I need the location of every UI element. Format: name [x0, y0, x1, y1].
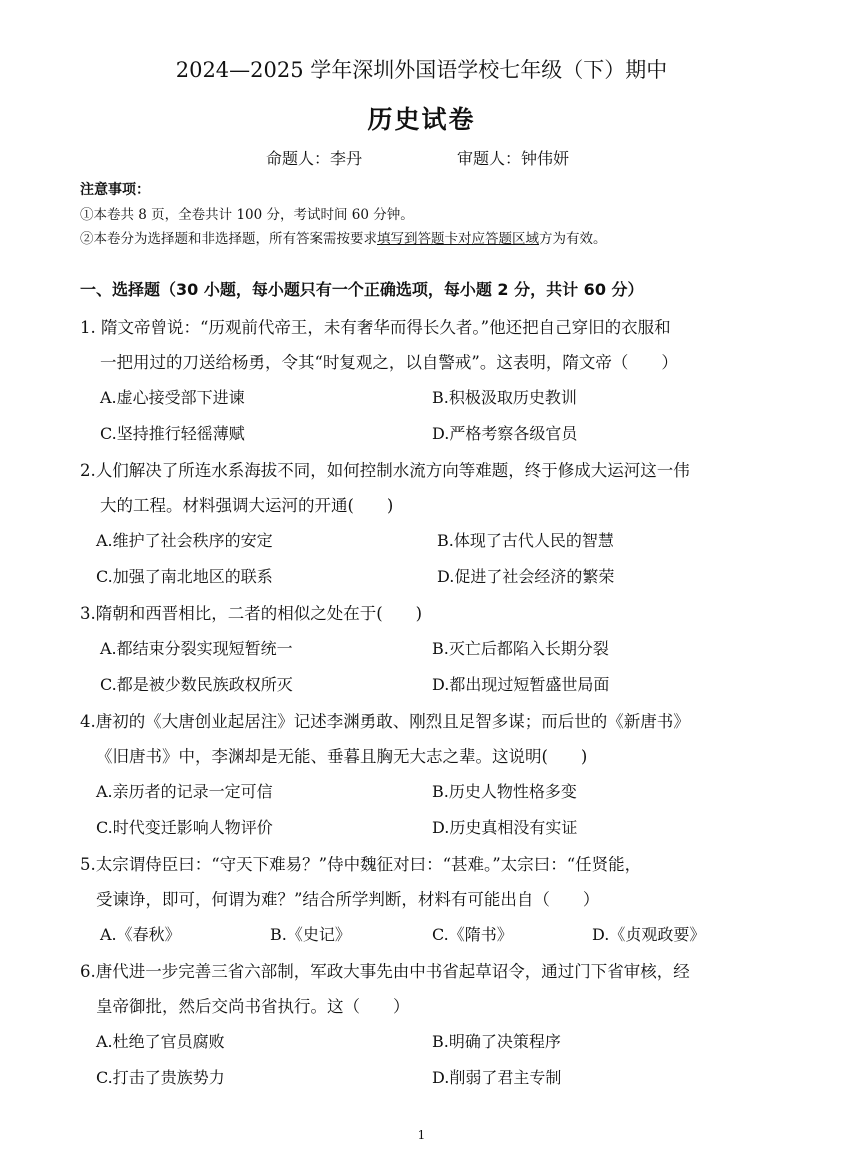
setter-name: 命题人：李丹 [266, 149, 363, 168]
question-5-option-a: A.《春秋》 [100, 925, 181, 944]
question-4-option-c: C.时代变迁影响人物评价 [96, 818, 273, 837]
question-5-option-b: B.《史记》 [270, 925, 351, 944]
exam-subtitle: 历史试卷 [367, 105, 476, 134]
question-1-line-1: 1. 隋文帝曾说：“历观前代帝王，未有奢华而得长久者。”他还把自己穿旧的衣服和 [80, 318, 671, 337]
notice-line-2-post: 方为有效。 [539, 231, 607, 247]
notice-line-2-pre: ②本卷分为选择题和非选择题，所有答案需按要求 [80, 231, 377, 247]
question-5-line-1: 5.太宗谓侍臣曰：“守天下难易？”侍中魏征对曰：“甚难。”太宗曰：“任贤能， [80, 855, 642, 874]
question-5-option-c: C.《隋书》 [432, 925, 513, 944]
question-1-option-c: C.坚持推行轻徭薄赋 [100, 424, 245, 443]
question-5-line-2: 受谏诤，即可，何谓为难？”结合所学判断，材料有可能出自（ ） [96, 890, 600, 909]
section-title-choice: 一、选择题（30 小题，每小题只有一个正确选项，每小题 2 分，共计 60 分） [80, 280, 644, 299]
question-3-option-c: C.都是被少数民族政权所灭 [100, 675, 293, 694]
question-2-option-d: D.促进了社会经济的繁荣 [437, 567, 615, 586]
question-1-option-b: B.积极汲取历史教训 [432, 388, 577, 407]
question-3-line-1: 3.隋朝和西晋相比，二者的相似之处在于( ) [80, 604, 423, 623]
question-3-option-d: D.都出现过短暂盛世局面 [432, 675, 610, 694]
question-6-option-c: C.打击了贵族势力 [96, 1068, 225, 1087]
reviewer-name: 审题人：钟伟妍 [457, 149, 570, 168]
question-4-line-1: 4.唐初的《大唐创业起居注》记述李渊勇敢、刚烈且足智多谋；而后世的《新唐书》 [80, 712, 690, 731]
question-2-line-2: 大的工程。材料强调大运河的开通( ) [100, 496, 394, 515]
question-2-line-1: 2.人们解决了所连水系海拔不同，如何控制水流方向等难题，终于修成大运河这一伟 [80, 461, 690, 480]
page-number: 1 [417, 1128, 426, 1142]
question-2-option-c: C.加强了南北地区的联系 [96, 567, 273, 586]
notice-line-2 [80, 227, 607, 247]
question-1-option-d: D.严格考察各级官员 [432, 424, 578, 443]
question-4-line-2: 《旧唐书》中，李渊却是无能、垂暮且胸无大志之辈。这说明( ) [96, 747, 588, 766]
notice-title: 注意事项： [80, 182, 150, 198]
exam-title: 2024—2025 学年深圳外国语学校七年级（下）期中 [175, 58, 668, 82]
question-6-option-d: D.削弱了君主专制 [432, 1068, 562, 1087]
notice-line-2-underlined: 填写到答题卡对应答题区域 [377, 231, 539, 247]
question-6-option-a: A.杜绝了官员腐败 [96, 1032, 225, 1051]
question-2-option-a: A.维护了社会秩序的安定 [96, 531, 273, 550]
question-3-option-b: B.灭亡后都陷入长期分裂 [432, 639, 609, 658]
question-1-line-2: 一把用过的刀送给杨勇，令其“时复观之，以自警戒”。这表明，隋文帝（ ） [100, 353, 678, 372]
question-5-option-d: D.《贞观政要》 [592, 925, 706, 944]
question-4-option-d: D.历史真相没有实证 [432, 818, 578, 837]
question-6-line-1: 6.唐代进一步完善三省六部制，军政大事先由中书省起草诏令，通过门下省审核，经 [80, 962, 690, 981]
question-6-line-2: 皇帝御批，然后交尚书省执行。这（ ） [96, 997, 410, 1016]
question-4-option-a: A.亲历者的记录一定可信 [96, 782, 273, 801]
question-1-option-a: A.虚心接受部下进谏 [100, 388, 245, 407]
notice-line-1: ①本卷共 8 页，全卷共计 100 分，考试时间 60 分钟。 [80, 207, 414, 223]
question-2-option-b: B.体现了古代人民的智慧 [437, 531, 614, 550]
question-3-option-a: A.都结束分裂实现短暂统一 [100, 639, 293, 658]
question-6-option-b: B.明确了决策程序 [432, 1032, 561, 1051]
question-4-option-b: B.历史人物性格多变 [432, 782, 577, 801]
